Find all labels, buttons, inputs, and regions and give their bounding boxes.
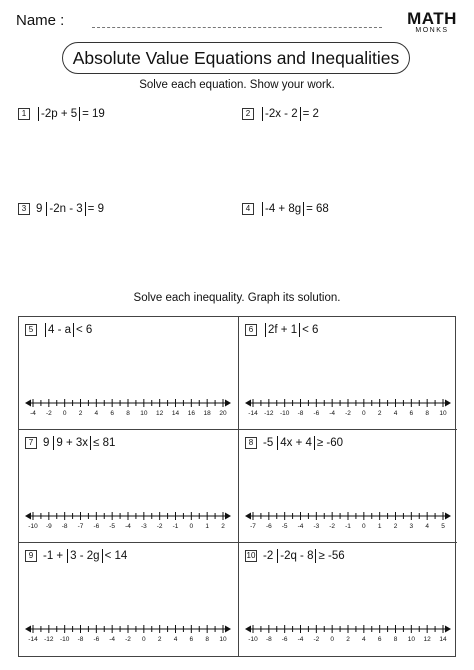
expression [263, 436, 343, 450]
problem-number: 8 [245, 437, 257, 449]
arrow-right-icon [225, 513, 231, 520]
expression-coefficient: 9 [43, 437, 50, 450]
expression-rhs: = 9 [87, 203, 104, 216]
arrow-right-icon [445, 513, 451, 520]
tick-label: -2 [45, 410, 52, 417]
tick-label: 2 [393, 523, 398, 530]
arrow-right-icon [225, 400, 231, 407]
cell-problem-10 [238, 543, 457, 656]
expression [36, 202, 104, 216]
tick-label: 4 [362, 636, 366, 643]
tick-label: 2 [78, 410, 83, 417]
problem-5 [25, 323, 92, 337]
tick-label: 2 [377, 410, 382, 417]
tick-label: 1 [377, 523, 382, 530]
tick-label: 10 [407, 636, 415, 643]
expression-inner: -2p + 5 [41, 108, 78, 121]
number-line-5[interactable] [23, 395, 233, 417]
tick-label: -10 [279, 410, 290, 417]
tick-label: -7 [77, 523, 84, 530]
abs-bar-right [102, 549, 103, 563]
cell-problem-5 [19, 317, 238, 430]
problem-10 [245, 549, 345, 563]
tick-label: -6 [265, 523, 272, 530]
tick-label: -6 [93, 523, 100, 530]
tick-label: 0 [189, 523, 194, 530]
expression-rhs: = 2 [302, 108, 319, 121]
tick-label: 10 [219, 636, 227, 643]
tick-label: 6 [409, 410, 414, 417]
tick-label: 2 [157, 636, 162, 643]
tick-label: 1 [205, 523, 209, 530]
tick-label: 14 [439, 636, 447, 643]
abs-bar-left [67, 549, 68, 563]
logo-text-bottom: MONKS [415, 27, 449, 34]
expression-inner: -2q - 8 [280, 550, 314, 563]
tick-label: -2 [125, 636, 131, 643]
abs-bar-right [303, 202, 304, 216]
tick-label: -12 [44, 636, 54, 643]
arrow-left-icon [25, 400, 31, 407]
expression-inner: -2n - 3 [49, 203, 83, 216]
tick-label: -10 [28, 523, 38, 530]
tick-label: -1 [345, 523, 351, 530]
tick-label: 6 [189, 636, 194, 643]
expression-rhs: = 19 [82, 108, 105, 121]
tick-label: -8 [297, 410, 304, 417]
expression-rhs: < 14 [104, 550, 128, 563]
tick-label: -8 [265, 636, 272, 643]
tick-label: -5 [109, 523, 116, 530]
number-line-10[interactable] [243, 621, 453, 643]
number-line-6[interactable] [243, 395, 453, 417]
tick-label: 4 [393, 410, 398, 417]
tick-label: -3 [313, 523, 320, 530]
tick-label: 20 [219, 410, 227, 417]
problem-number: 4 [242, 203, 254, 215]
expression [263, 549, 345, 563]
tick-label: 4 [173, 636, 178, 643]
tick-label: 12 [156, 410, 164, 417]
abs-bar-right [90, 436, 91, 450]
tick-label: -6 [93, 636, 100, 643]
expression-coefficient: -2 [263, 550, 274, 563]
abs-bar-left [262, 202, 263, 216]
tick-label: -12 [264, 410, 274, 417]
abs-bar-left [265, 323, 266, 337]
abs-bar-left [45, 323, 46, 337]
tick-label: -6 [281, 636, 288, 643]
tick-label: 12 [423, 636, 431, 643]
tick-label: -10 [59, 636, 70, 643]
tick-label: -14 [28, 636, 38, 643]
expression-inner: -2x - 2 [265, 108, 298, 121]
tick-label: 0 [330, 636, 334, 643]
tick-label: -5 [281, 523, 288, 530]
tick-label: -4 [30, 410, 36, 417]
tick-label: -4 [329, 410, 336, 417]
expression-inner: 4 - a [48, 324, 72, 337]
problem-4 [242, 202, 329, 216]
tick-label: -7 [250, 523, 256, 530]
tick-label: 0 [142, 636, 146, 643]
arrow-right-icon [225, 626, 231, 633]
cell-problem-8 [238, 430, 457, 543]
abs-bar-left [53, 436, 54, 450]
logo-text-top: MATH [407, 9, 457, 28]
tick-label: -4 [109, 636, 116, 643]
expression-inner: 3 - 2g [70, 550, 100, 563]
tick-label: -4 [297, 523, 304, 530]
number-line-7[interactable] [23, 508, 233, 530]
problem-number: 7 [25, 437, 37, 449]
cell-problem-7 [19, 430, 238, 543]
expression [260, 107, 319, 121]
expression-inner: -4 + 8g [265, 203, 302, 216]
expression-rhs: = 68 [306, 203, 329, 216]
problem-1 [18, 107, 105, 121]
tick-label: -4 [125, 523, 131, 530]
tick-label: 3 [409, 523, 414, 530]
expression [43, 436, 115, 450]
expression-rhs: ≤ 81 [93, 437, 116, 450]
tick-label: -1 [172, 523, 179, 530]
tick-label: -8 [77, 636, 84, 643]
name-field[interactable] [92, 27, 382, 28]
problem-number: 5 [25, 324, 37, 336]
problem-6 [245, 323, 318, 337]
number-line-9[interactable] [23, 621, 233, 643]
tick-label: 10 [140, 410, 148, 417]
expression-coefficient: 9 [36, 203, 43, 216]
tick-label: -2 [156, 523, 163, 530]
problem-number: 1 [18, 108, 30, 120]
problem-7 [25, 436, 115, 450]
inequalities-instructions: Solve each inequality. Graph its solution. [133, 292, 341, 304]
tick-label: 16 [187, 410, 195, 417]
tick-label: -2 [313, 636, 320, 643]
arrow-left-icon [245, 626, 251, 633]
tick-label: 14 [171, 410, 180, 417]
problem-number: 9 [25, 550, 37, 562]
problem-number: 6 [245, 324, 257, 336]
arrow-right-icon [445, 400, 451, 407]
inequality-grid [18, 316, 456, 657]
tick-label: 2 [346, 636, 350, 643]
tick-label: 6 [110, 410, 114, 417]
abs-bar-right [315, 549, 316, 563]
abs-bar-left [38, 107, 39, 121]
tick-label: 8 [205, 636, 209, 643]
arrow-left-icon [245, 513, 251, 520]
tick-label: 8 [425, 410, 429, 417]
tick-label: -3 [140, 523, 147, 530]
abs-bar-right [300, 107, 301, 121]
abs-bar-right [314, 436, 315, 450]
problem-number: 3 [18, 203, 30, 215]
expression-inner: 9 + 3x [56, 437, 89, 450]
tick-label: 2 [221, 523, 225, 530]
tick-label: 18 [203, 410, 211, 417]
abs-bar-left [262, 107, 263, 121]
abs-bar-right [79, 107, 80, 121]
tick-label: 8 [126, 410, 130, 417]
expression [43, 323, 92, 337]
expression-inner: 2f + 1 [268, 324, 298, 337]
name-label: Name : [16, 12, 65, 29]
abs-bar-right [299, 323, 300, 337]
expression-rhs: ≥ -56 [318, 550, 345, 563]
expression [43, 549, 127, 563]
math-monks-logo [398, 9, 466, 49]
equations-instructions: Solve each equation. Show your work. [139, 79, 335, 91]
tick-label: -2 [345, 410, 351, 417]
tick-label: 4 [94, 410, 99, 417]
tick-label: -6 [313, 410, 320, 417]
tick-label: -10 [248, 636, 258, 643]
tick-label: 10 [439, 410, 447, 417]
problem-number: 2 [242, 108, 254, 120]
arrow-left-icon [245, 400, 251, 407]
cell-problem-9 [19, 543, 238, 656]
worksheet-title: Absolute Value Equations and Inequalities [62, 42, 410, 74]
abs-bar-left [277, 436, 278, 450]
tick-label: -9 [45, 523, 52, 530]
expression [36, 107, 105, 121]
arrow-left-icon [25, 513, 31, 520]
problem-2 [242, 107, 319, 121]
abs-bar-left [46, 202, 47, 216]
expression-rhs: ≥ -60 [316, 437, 344, 450]
expression-coefficient: -5 [263, 437, 274, 450]
tick-label: -14 [248, 410, 258, 417]
expression-rhs: < 6 [302, 324, 319, 337]
problem-3 [18, 202, 104, 216]
tick-label: 0 [62, 410, 67, 417]
expression-inner: 4x + 4 [280, 437, 312, 450]
expression [260, 202, 329, 216]
tick-label: 0 [362, 523, 366, 530]
problem-number: 10 [246, 551, 256, 560]
problem-8 [245, 436, 343, 450]
arrow-right-icon [445, 626, 451, 633]
tick-label: 8 [393, 636, 398, 643]
cell-problem-6 [238, 317, 457, 430]
tick-label: -4 [297, 636, 304, 643]
tick-label: 0 [362, 410, 366, 417]
tick-label: 6 [377, 636, 382, 643]
problem-9 [25, 549, 127, 563]
abs-bar-left [277, 549, 278, 563]
expression-rhs: < 6 [76, 324, 93, 337]
expression [263, 323, 318, 337]
abs-bar-right [73, 323, 74, 337]
number-line-8[interactable] [243, 508, 453, 530]
tick-label: 5 [441, 523, 445, 530]
expression-coefficient: -1 + [43, 550, 64, 563]
tick-label: 4 [425, 523, 429, 530]
arrow-left-icon [25, 626, 31, 633]
tick-label: -2 [329, 523, 336, 530]
tick-label: -8 [61, 523, 68, 530]
abs-bar-right [85, 202, 86, 216]
